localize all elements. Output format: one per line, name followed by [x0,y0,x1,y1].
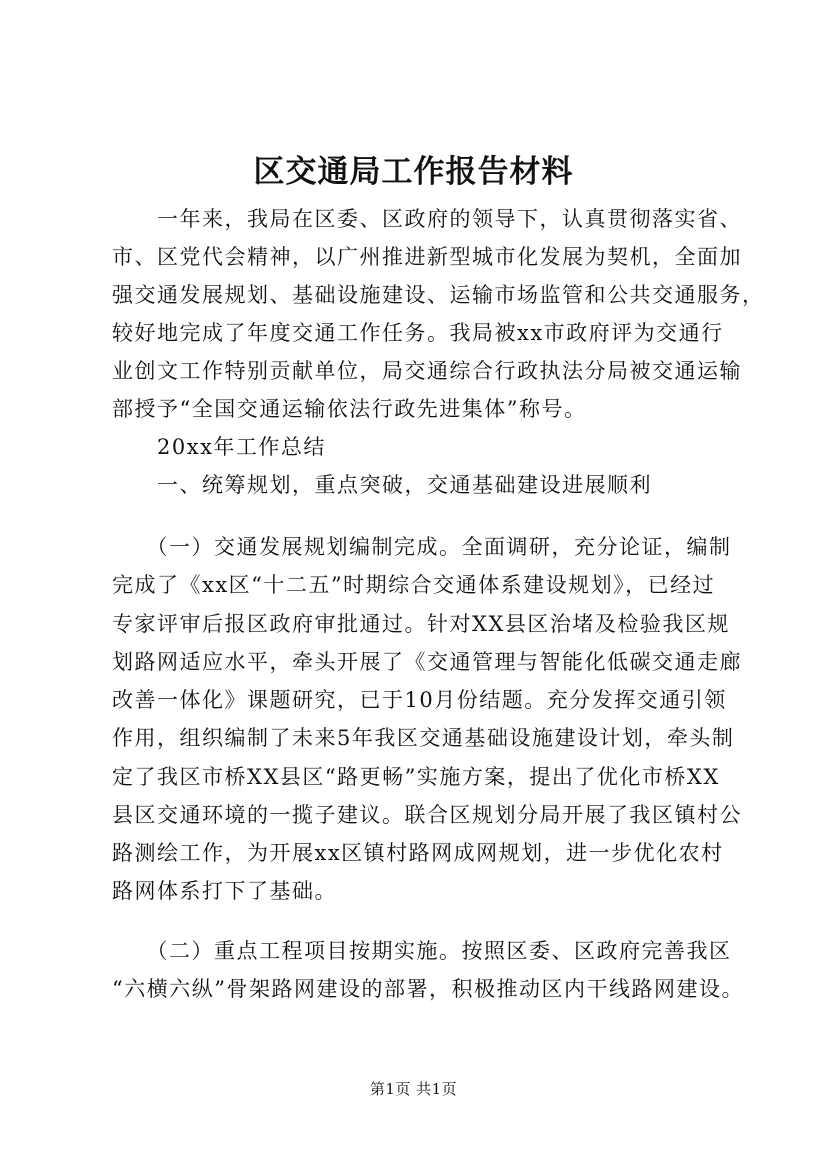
body-line-19: （二）重点工程项目按期实施。按照区委、区政府完善我区 [112,939,732,963]
body-line-12: 划路网适应水平，牵头开展了《交通管理与智能化低碳交通走廊 [112,650,742,674]
body-line-6: 部授予“全国交通运输依法行政先进集体”称号。 [112,397,587,421]
body-line-14: 作用，组织编制了未来5年我区交通基础设施建设计划，牵头制 [112,726,735,750]
body-line-4: 较好地完成了年度交通工作任务。我局被xx市政府评为交通行 [112,321,724,345]
section-heading-summary: 20xx年工作总结 [112,435,326,459]
body-line-2: 市、区党代会精神，以广州推进新型城市化发展为契机，全面加 [112,245,742,269]
section-heading-1: 一、统筹规划，重点突破，交通基础建设进展顺利 [112,473,652,497]
body-line-18: 路网体系打下了基础。 [112,879,337,903]
body-line-13: 改善一体化》课题研究，已于10月份结题。充分发挥交通引领 [112,688,727,712]
body-line-1: 一年来，我局在区委、区政府的领导下，认真贯彻落实省、 [112,207,742,231]
body-line-3: 强交通发展规划、基础设施建设、运输市场监管和公共交通服务， [112,283,765,307]
page-footer: 第1页 共1页 [369,1080,458,1098]
body-line-16: 县区交通环境的一揽子建议。联合区规划分局开展了我区镇村公 [112,803,742,827]
body-line-17: 路测绘工作，为开展xx区镇村路网成网规划，进一步优化农村 [112,841,724,865]
body-line-10: 完成了《xx区“十二五”时期综合交通体系建设规划》，已经过 [112,573,716,597]
body-line-11: 专家评审后报区政府审批通过。针对XX县区治堵及检验我区规 [112,612,730,636]
body-line-15: 定了我区市桥XX县区“路更畅”实施方案，提出了优化市桥XX [112,765,720,789]
document-title: 区交通局工作报告材料 [253,154,574,190]
body-line-9: （一）交通发展规划编制完成。全面调研，充分论证，编制 [112,535,732,559]
body-line-20: “六横六纵”骨架路网建设的部署，积极推动区内干线路网建设。 [112,977,744,1001]
body-line-5: 业创文工作特别贡献单位，局交通综合行政执法分局被交通运输 [112,359,742,383]
